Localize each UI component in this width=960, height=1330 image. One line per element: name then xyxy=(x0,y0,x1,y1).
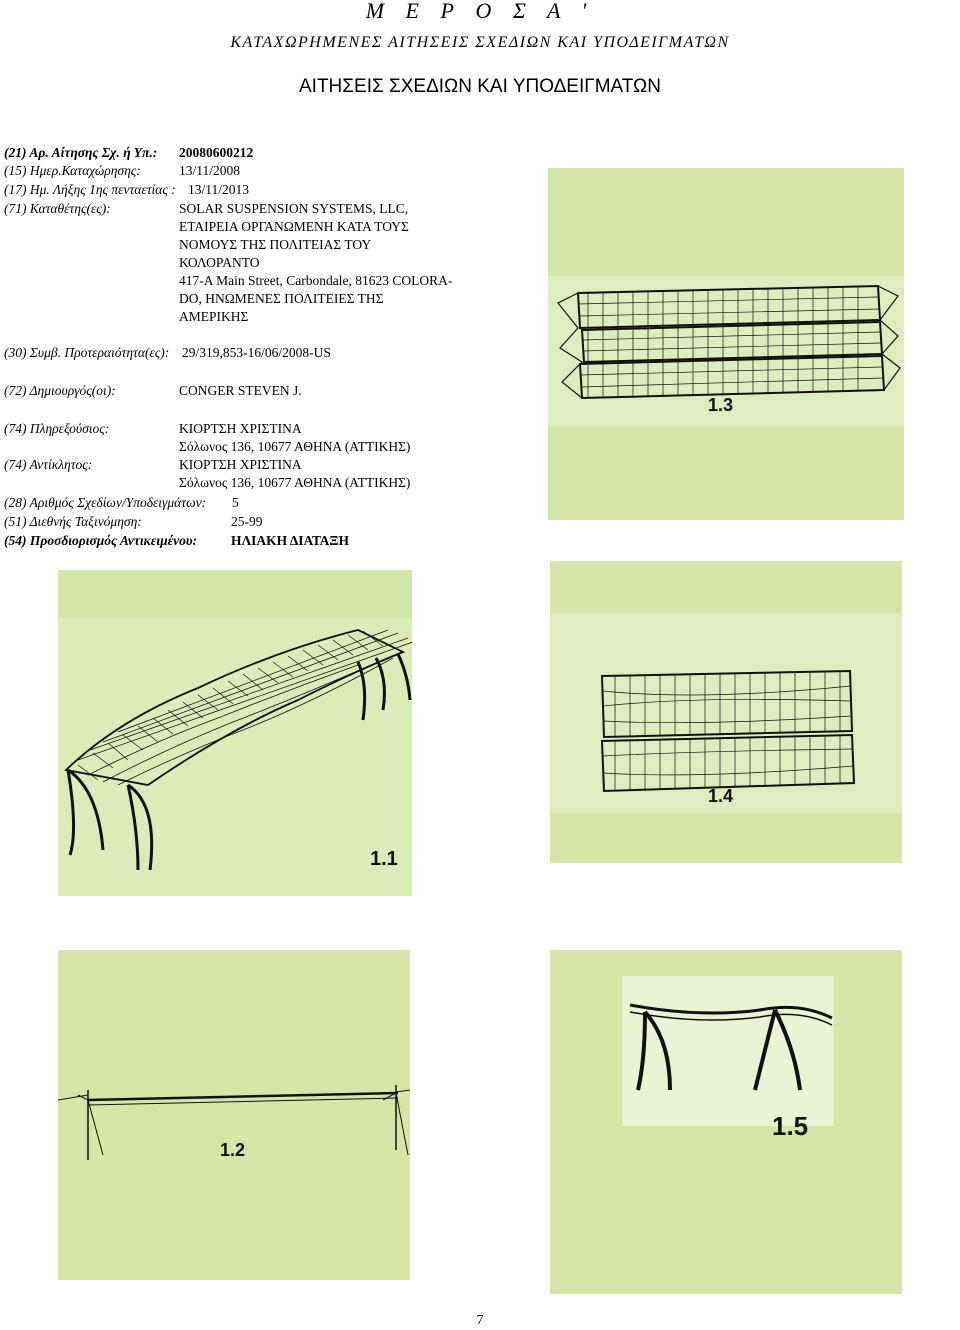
applicant-value xyxy=(179,200,452,326)
app-no-value: 20080600212 xyxy=(179,145,254,160)
field-agent xyxy=(4,456,411,490)
field-proxy xyxy=(4,420,411,454)
figure-1-4 xyxy=(550,561,902,863)
product-label: (54) Προσδιορισμός Αντικειμένου: xyxy=(4,533,197,548)
proxy-label: (74) Πληρεξούσιος: xyxy=(4,421,110,436)
figure-1-2 xyxy=(58,950,410,1280)
priority-value: 29/319,853-16/06/2008-US xyxy=(182,345,331,360)
page-number: 7 xyxy=(476,1313,484,1328)
figure-1-3 xyxy=(548,168,904,520)
product-value: ΗΛΙΑΚΗ ΔΙΑΤΑΞΗ xyxy=(231,533,350,548)
figure-1-5-label: 1.5 xyxy=(772,1111,809,1141)
expiry-value: 13/11/2013 xyxy=(188,182,250,197)
expiry-label: (17) Ημ. Λήξης 1ης πενταετίας : xyxy=(4,182,176,197)
figure-1-4-label: 1.4 xyxy=(708,786,734,806)
applicant-line: DO, ΗΝΩΜΕΝΕΣ ΠΟΛΙΤΕΙΕΣ ΤΗΣ xyxy=(179,291,384,306)
applicant-line: ΝΟΜΟΥΣ ΤΗΣ ΠΟΛΙΤΕΙΑΣ ΤΟΥ xyxy=(179,237,372,252)
applicant-line: ΑΜΕΡΙΚΗΣ xyxy=(179,309,249,324)
count-label: (28) Αριθμός Σχεδίων/Υποδειγμάτων: xyxy=(4,495,207,510)
figure-1-1 xyxy=(58,570,412,896)
priority-label: (30) Συμβ. Προτεραιότητα(ες): xyxy=(4,345,170,360)
applicant-label: (71) Καταθέτης(ες): xyxy=(4,201,111,216)
figure-1-5 xyxy=(550,950,902,1294)
proxy-name: ΚΙΟΡΤΣΗ ΧΡΙΣΤΙΝΑ xyxy=(179,421,302,436)
reg-date-label: (15) Ημερ.Καταχώρησης: xyxy=(4,163,141,178)
field-creator xyxy=(4,382,302,400)
section-heading: ΚΑΤΑΧΩΡΗΜΕΝΕΣ ΑΙΤΗΣΕΙΣ ΣΧΕΔΙΩΝ ΚΑΙ ΥΠΟΔΕΙΓΜΑΤΩΝ xyxy=(230,34,730,51)
agent-address: Σόλωνος 136, 10677 ΑΘΗΝΑ (ΑΤΤΙΚΗΣ) xyxy=(179,475,411,490)
agent-name: ΚΙΟΡΤΣΗ ΧΡΙΣΤΙΝΑ xyxy=(179,457,302,472)
proxy-address: Σόλωνος 136, 10677 ΑΘΗΝΑ (ΑΤΤΙΚΗΣ) xyxy=(179,439,411,454)
field-class xyxy=(4,513,263,531)
field-product xyxy=(4,532,350,550)
field-applicant xyxy=(4,200,111,218)
field-priority xyxy=(4,344,331,362)
applicant-line: ΚΟΛΟΡΑΝΤΟ xyxy=(179,255,260,270)
figure-1-2-label: 1.2 xyxy=(220,1140,246,1160)
figure-1-1-label: 1.1 xyxy=(370,848,398,870)
reg-date-value: 13/11/2008 xyxy=(179,163,241,178)
applicant-line: 417-A Main Street, Carbondale, 81623 COLORA- xyxy=(179,273,453,288)
count-value: 5 xyxy=(232,495,239,510)
field-reg-date xyxy=(4,162,241,180)
agent-label: (74) Αντίκλητος: xyxy=(4,457,93,472)
figure-1-3-label: 1.3 xyxy=(708,395,734,415)
part-heading: Μ Ε Ρ Ο Σ Α ' xyxy=(365,0,595,23)
class-value: 25-99 xyxy=(231,514,263,529)
page-title: ΑΙΤΗΣΕΙΣ ΣΧΕΔΙΩΝ ΚΑΙ ΥΠΟΔΕΙΓΜΑΤΩΝ xyxy=(299,76,661,97)
field-expiry xyxy=(4,181,250,199)
creator-value: CONGER STEVEN J. xyxy=(179,383,302,398)
applicant-line: ΕΤΑΙΡΕΙΑ ΟΡΓΑΝΩΜΕΝΗ ΚΑΤΑ ΤΟΥΣ xyxy=(179,219,409,234)
class-label: (51) Διεθνής Ταξινόμηση: xyxy=(4,514,142,529)
creator-label: (72) Δημιουργός(οι): xyxy=(4,383,116,398)
field-app-no xyxy=(4,144,254,162)
field-count xyxy=(4,494,239,512)
applicant-line: SOLAR SUSPENSION SYSTEMS, LLC, xyxy=(179,201,409,216)
app-no-label: (21) Αρ. Αίτησης Σχ. ή Υπ.: xyxy=(4,145,158,160)
